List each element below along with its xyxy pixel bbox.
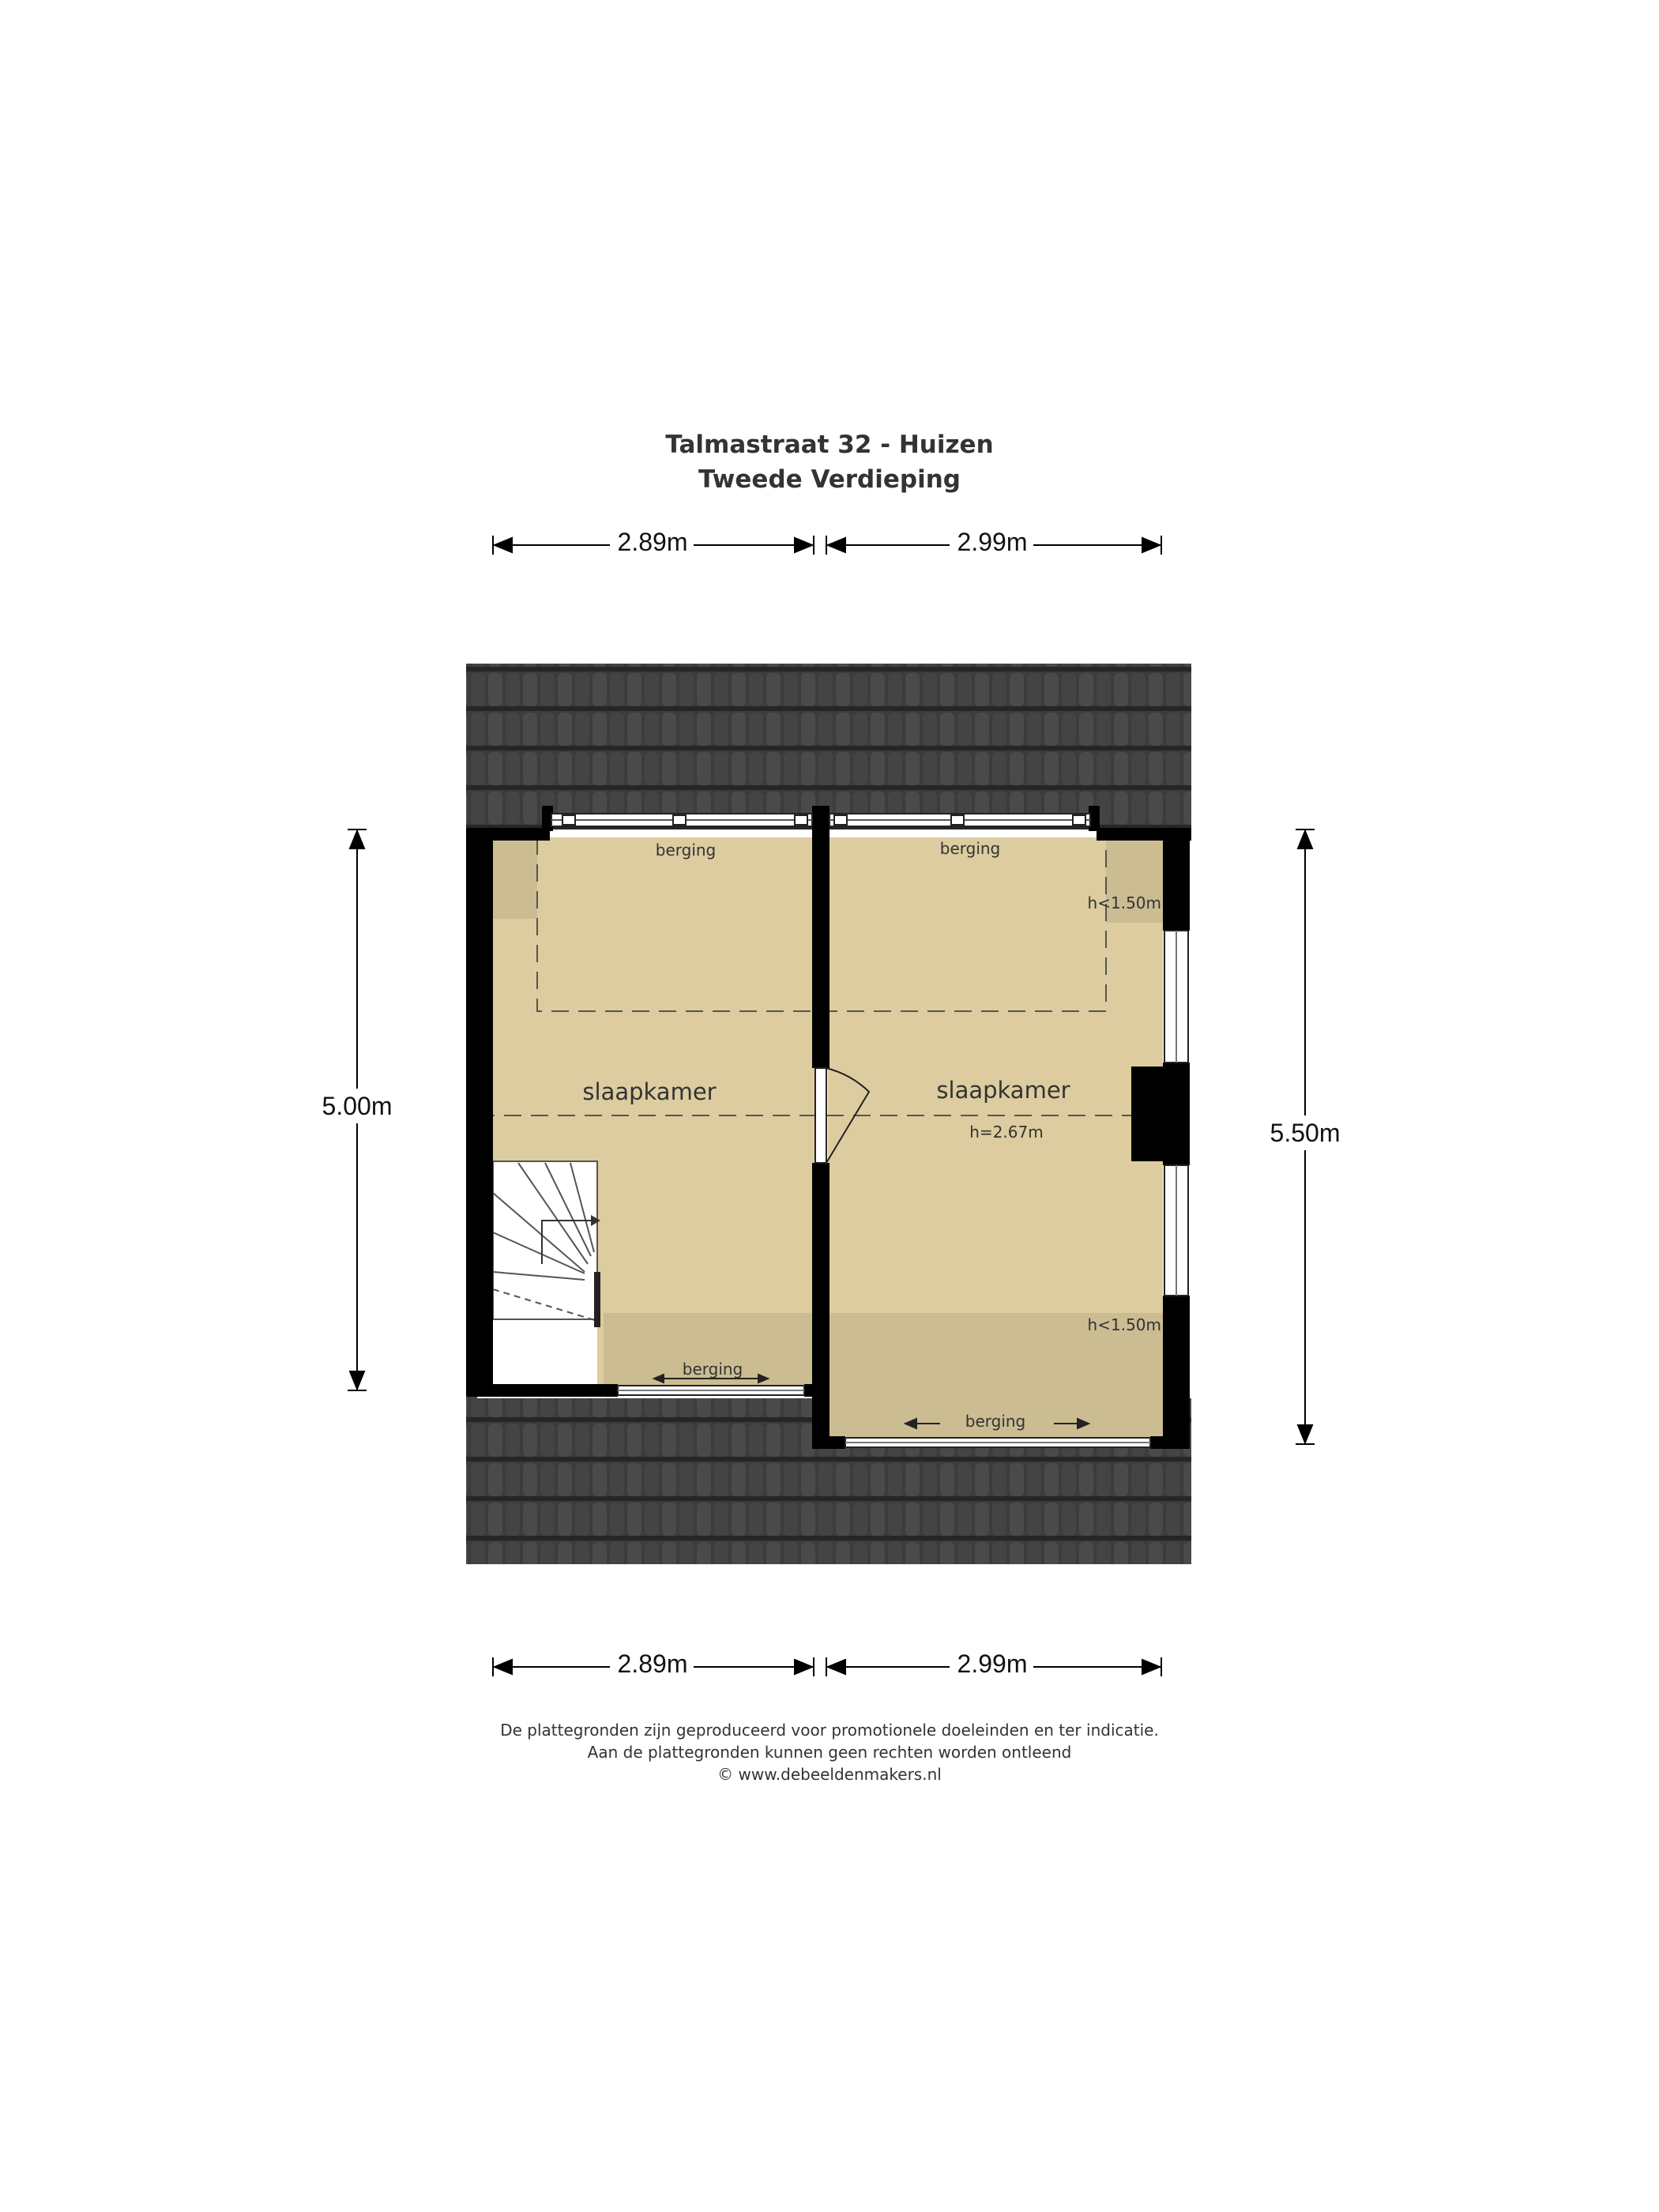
- right-room-height: h=2.67m: [969, 1123, 1044, 1142]
- right-room-name: slaapkamer: [936, 1077, 1070, 1104]
- bottom-window-right: [845, 1438, 1150, 1447]
- left-room-name: slaapkamer: [582, 1078, 717, 1105]
- left-storage-top-label: berging: [655, 841, 717, 860]
- right-storage-top-label: berging: [939, 839, 1001, 858]
- left-storage-bottom-label: berging: [682, 1360, 743, 1379]
- left-low-zone-top: [493, 837, 537, 919]
- dim-label-right-height: 5.50m: [1270, 1119, 1341, 1147]
- plan-address-title: Talmastraat 32 - Huizen: [665, 431, 994, 459]
- plan-floor-title: Tweede Verdieping: [698, 465, 961, 494]
- disclaimer-line-2: Aan de plattegronden kunnen geen rechten worden ontleend: [587, 1743, 1072, 1762]
- dim-label-top-left: 2.89m: [617, 528, 688, 556]
- roof-top: [466, 664, 1191, 830]
- dim-label-bottom-right: 2.99m: [957, 1650, 1028, 1678]
- top-window-left: [551, 814, 812, 826]
- dim-label-left-height: 5.00m: [322, 1092, 393, 1120]
- disclaimer-line-3: © www.debeeldenmakers.nl: [717, 1765, 942, 1784]
- right-low-height-bottom-label: h<1.50m: [1087, 1315, 1161, 1334]
- bottom-window-left: [618, 1386, 804, 1395]
- right-low-height-top-label: h<1.50m: [1087, 893, 1161, 912]
- right-window-upper: [1164, 931, 1188, 1063]
- dimension-top: [493, 536, 1161, 555]
- disclaimer-line-1: De plattegronden zijn geproduceerd voor promotionele doeleinden en ter indicatie.: [500, 1721, 1159, 1740]
- staircase: [493, 1161, 600, 1390]
- disclaimer-text: [0, 1719, 1659, 1785]
- dimension-bottom: [493, 1657, 1161, 1676]
- dim-label-top-right: 2.99m: [957, 528, 1028, 556]
- dim-label-bottom-left: 2.89m: [617, 1650, 688, 1678]
- right-storage-bottom-label: berging: [965, 1412, 1026, 1431]
- top-window-right: [830, 814, 1090, 826]
- right-window-lower: [1164, 1165, 1188, 1296]
